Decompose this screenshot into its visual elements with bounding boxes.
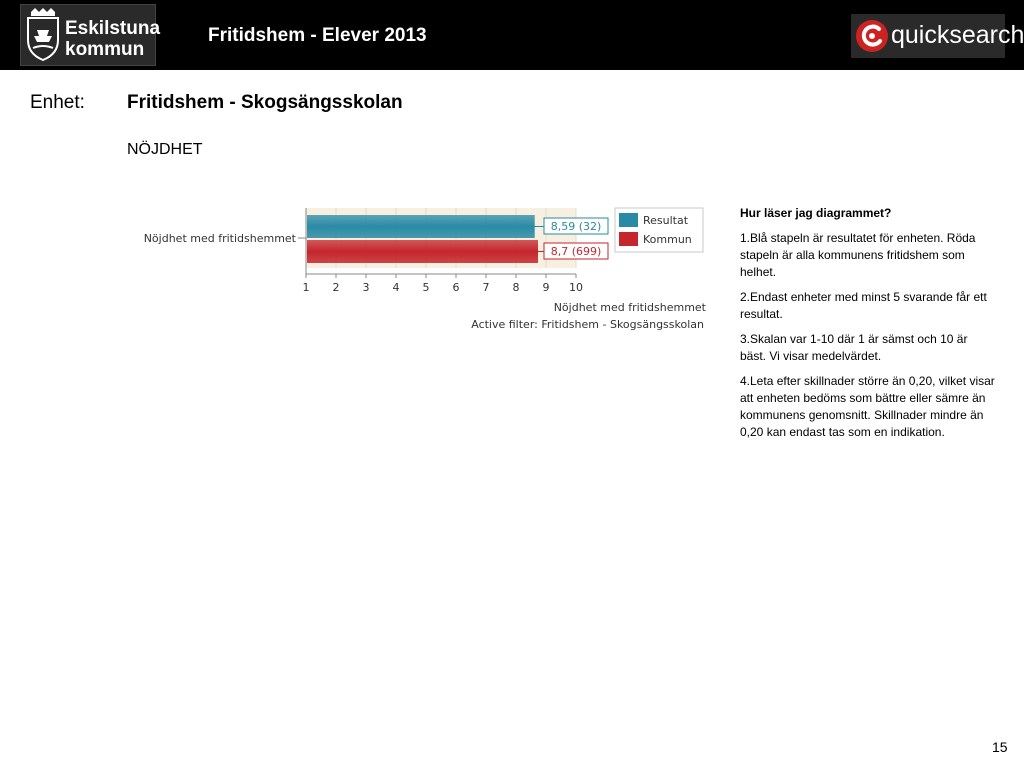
help-panel (740, 205, 995, 449)
legend-swatch-resultat (619, 213, 638, 227)
help-item-1: 1.Blå stapeln är resultatet för enheten. Röda stapeln är alla kommunens fritidshem som helhet. (740, 231, 976, 279)
x-tick-label: 5 (422, 281, 430, 294)
help-item-2: 2.Endast enheter med minst 5 svarande får ett resultat. (740, 290, 987, 321)
x-tick-label: 4 (392, 281, 400, 294)
x-tick-label: 6 (452, 281, 460, 294)
x-tick-label: 1 (302, 281, 310, 294)
report-title: Fritidshem - Elever 2013 (208, 25, 427, 46)
category-label: Nöjdhet med fritidshemmet (143, 232, 296, 245)
data-label-resultat: 8,59 (32) (550, 220, 602, 233)
page-number: 15 (992, 739, 1008, 755)
quicksearch-swirl-icon (855, 19, 889, 53)
data-label-kommun: 8,7 (699) (550, 245, 602, 258)
x-tick-label: 3 (362, 281, 370, 294)
quicksearch-logo (851, 14, 1024, 58)
unit-label: Enhet: (30, 92, 85, 113)
header-bar (0, 0, 1024, 70)
eskilstuna-logo (20, 4, 161, 66)
filter-note: Active filter: Fritidshem - Skogsängsskolan (471, 318, 704, 331)
crest-icon (25, 8, 61, 62)
x-tick-label: 2 (332, 281, 340, 294)
x-tick-label: 9 (542, 281, 550, 294)
x-tick-label: 7 (482, 281, 490, 294)
logo-line-1: Eskilstuna (65, 18, 161, 39)
bar-kommun (307, 240, 538, 263)
section-label: NÖJDHET (127, 141, 203, 158)
logo-line-2: kommun (65, 39, 145, 60)
legend-label-kommun: Kommun (643, 233, 692, 246)
x-axis-title: Nöjdhet med fritidshemmet (553, 301, 706, 314)
bar-resultat (307, 215, 535, 238)
quicksearch-wordmark: quicksearch (891, 21, 1024, 49)
legend-swatch-kommun (619, 232, 638, 246)
satisfaction-chart (120, 195, 720, 340)
x-tick-label: 10 (569, 281, 583, 294)
help-item-4: 4.Leta efter skillnader större än 0,20, vilket visar att enheten bedöms som bättre eller sämre än kommunens genomsnitt. Skillnader mindre än 0,20 kan endast tas som en indikation. (740, 374, 995, 439)
legend-label-resultat: Resultat (643, 214, 689, 227)
x-tick-label: 8 (512, 281, 520, 294)
help-item-3: 3.Skalan var 1-10 där 1 är sämst och 10 är bäst. Vi visar medelvärdet. (740, 332, 968, 363)
unit-name: Fritidshem - Skogsängsskolan (127, 92, 403, 113)
help-title: Hur läser jag diagrammet? (740, 206, 892, 220)
